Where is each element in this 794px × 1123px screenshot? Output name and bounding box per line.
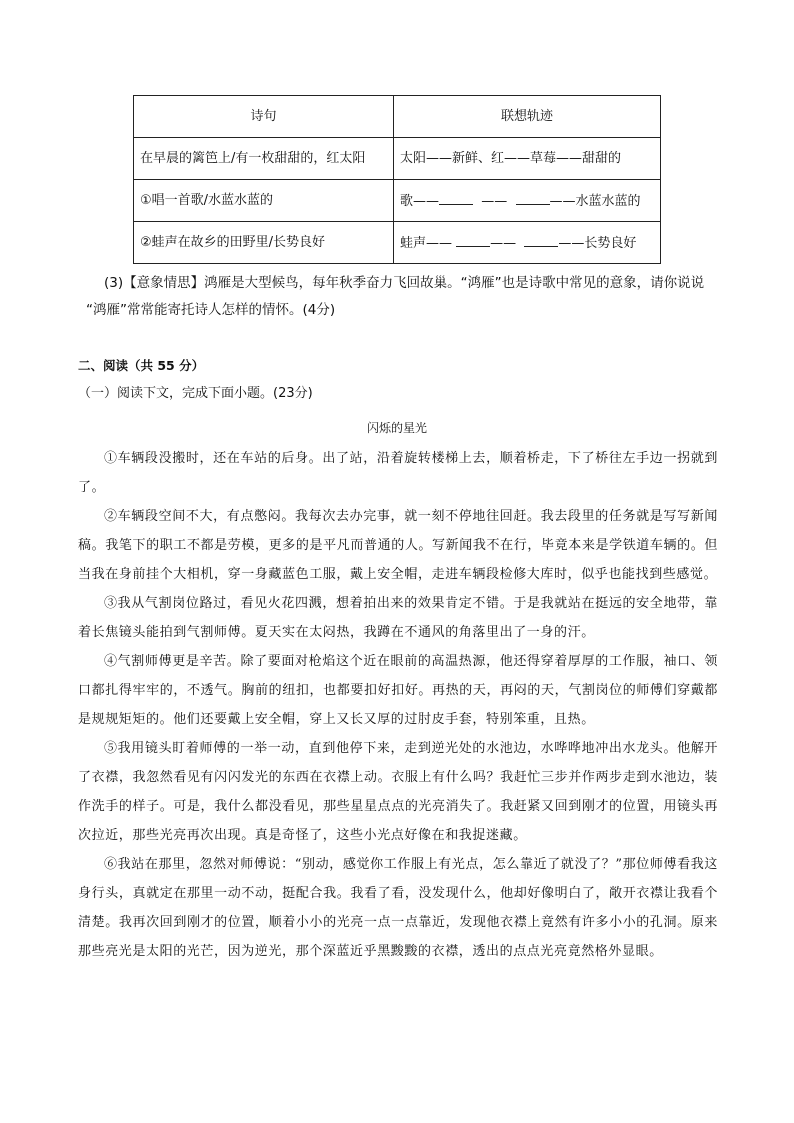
- track-cell: [394, 180, 661, 222]
- track-cell: 太阳——新鲜、红——草莓——甜甜的: [394, 138, 661, 180]
- track-text: ——长势良好: [558, 236, 637, 251]
- paragraph: ⑥我站在那里，忽然对师傅说：“别动，感觉你工作服上有光点，怎么靠近了就没了？”那位师傅看我这身行头，真就定在那里一动不动，挺配合我。我看了看，没发现什么，他却好像明白了，敞开衣襟让我看个清楚。我再次回到刚才的位置，顺着小小的光亮一点一点靠近，发现他衣襟上竟然有许多小小的孔洞。原来那些亮光是太阳的光芒，因为逆光，那个深蓝近乎黑黢黢的衣襟，透出的点点光亮竟然格外显眼。: [78, 857, 718, 959]
- article-body: [78, 444, 718, 966]
- track-text: 蛙声——: [400, 236, 453, 251]
- question-3-line-2: “鸿雁”常常能寄托诗人怎样的情怀。(4分): [86, 302, 336, 318]
- blank-line[interactable]: [456, 233, 490, 247]
- section-title: 二、阅读（共 55 分）: [78, 358, 205, 373]
- track-text: ——: [481, 194, 508, 209]
- table-row: [134, 180, 661, 222]
- blank-line[interactable]: [439, 191, 473, 205]
- track-text: ——: [490, 236, 517, 251]
- paragraph: ④气割师傅更是辛苦。除了要面对枪焰这个近在眼前的高温热源，他还得穿着厚厚的工作服，袖口、领口都扎得牢牢的，不透气。胸前的纽扣，也都要扣好扣好。再热的天，再闷的天，气割岗位的师傅们穿戴都是规规矩矩的。他们还要戴上安全帽，穿上又长又厚的过肘皮手套，特别笨重，且热。: [78, 654, 718, 727]
- question-3-line-1: (3)【意象情思】鸿雁是大型候鸟，每年秋季奋力飞回故巢。“鸿雁”也是诗歌中常见的意象，请你说说: [104, 275, 705, 291]
- paragraph: ②车辆段空间不大，有点憋闷。我每次去办完事，就一刻不停地往回赶。我去段里的任务就是写写新闻稿。我笔下的职工不都是劳模，更多的是平凡而普通的人。写新闻我不在行，毕竟本来是学铁道车辆的。但当我在身前挂个大相机，穿一身藏蓝色工服，戴上安全帽，走进车辆段检修大库时，似乎也能找到些感觉。: [78, 509, 718, 582]
- association-table: [133, 95, 661, 264]
- table-header-row: [134, 96, 661, 138]
- header-verse: 诗句: [134, 96, 394, 138]
- table-row: [134, 138, 661, 180]
- paragraph: ③我从气割岗位路过，看见火花四溅，想着拍出来的效果肯定不错。于是我就站在挺远的安全地带，靠着长焦镜头能拍到气割师傅。夏天实在太闷热，我蹲在不通风的角落里出了一身的汗。: [78, 596, 718, 640]
- section-subtitle: （一）阅读下文，完成下面小题。(23分): [78, 386, 313, 401]
- track-cell: [394, 222, 661, 264]
- article-title: 闪烁的星光: [366, 421, 427, 435]
- paragraph: ⑤我用镜头盯着师傅的一举一动，直到他停下来，走到逆光处的水池边，水哗哗地冲出水龙头。他解开了衣襟，我忽然看见有闪闪发光的东西在衣襟上动。衣服上有什么吗？我赶忙三步并作两步走到水池边，装作洗手的样子。可是，我什么都没看见，那些星星点点的光亮消失了。我赶紧又回到刚才的位置，用镜头再次拉近，那些光亮再次出现。真是奇怪了，这些小光点好像在和我捉迷藏。: [78, 741, 718, 843]
- track-text: 歌——: [400, 194, 440, 209]
- verse-cell: 在早晨的篱笆上/有一枚甜甜的，红太阳: [134, 138, 394, 180]
- question-3: [86, 270, 736, 324]
- blank-line[interactable]: [516, 191, 550, 205]
- table-row: [134, 222, 661, 264]
- verse-cell: ①唱一首歌/水蓝水蓝的: [134, 180, 394, 222]
- paragraph: ①车辆段没搬时，还在车站的后身。出了站，沿着旋转楼梯上去，顺着桥走，下了桥往左手边一拐就到了。: [78, 451, 718, 495]
- header-track: 联想轨迹: [394, 96, 661, 138]
- verse-cell: ②蛙声在故乡的田野里/长势良好: [134, 222, 394, 264]
- track-text: ——水蓝水蓝的: [549, 194, 641, 209]
- blank-line[interactable]: [524, 233, 558, 247]
